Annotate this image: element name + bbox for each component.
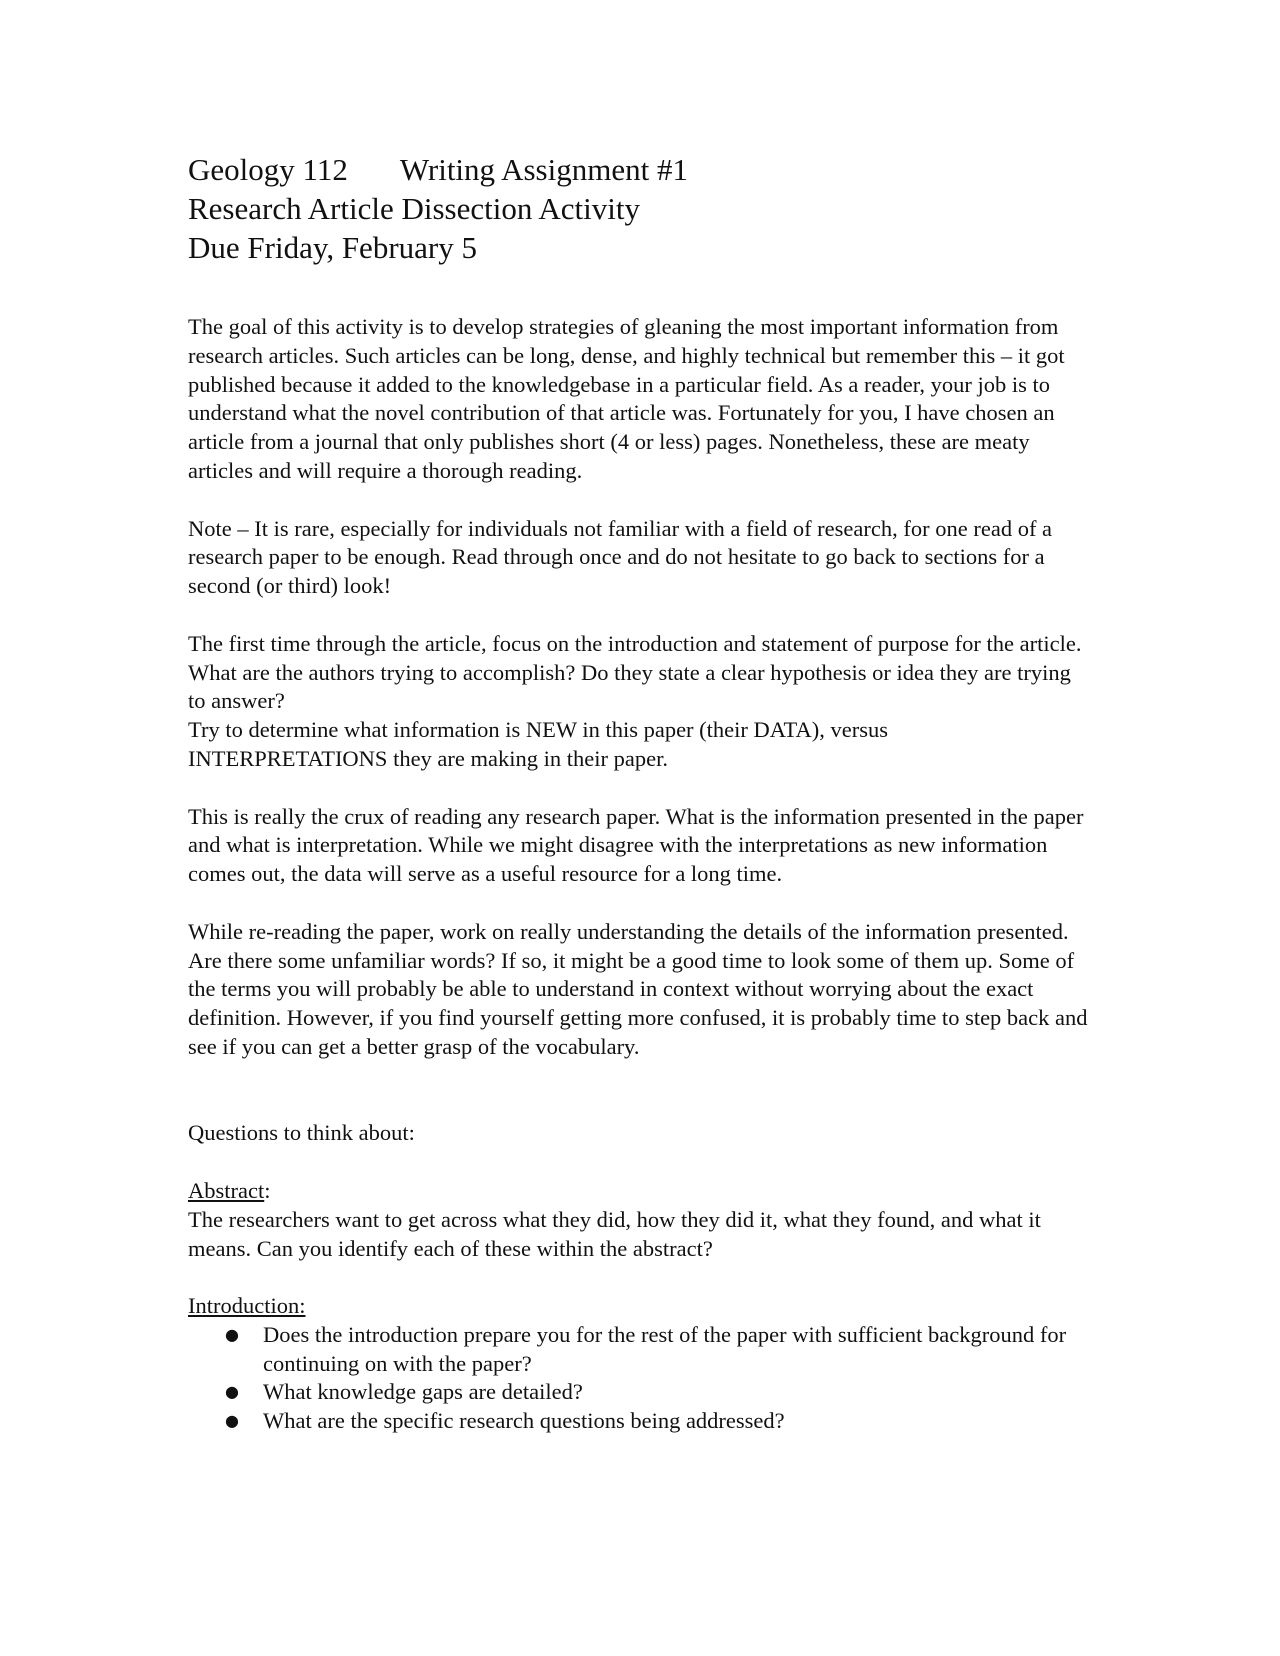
abstract-heading: [188, 1177, 1088, 1206]
abstract-colon: :: [264, 1177, 271, 1203]
list-item-text: What knowledge gaps are detailed?: [263, 1379, 583, 1405]
document-subtitle: Research Article Dissection Activity: [188, 191, 640, 226]
bullet-icon: ●: [225, 1382, 239, 1402]
assignment-title: Writing Assignment #1: [399, 152, 688, 187]
abstract-text: The researchers want to get across what they did, how they did it, what they found, and what it means. Can you identify each of these within the abstract?: [188, 1206, 1041, 1261]
rereading-paragraph: While re-reading the paper, work on really understanding the details of the information presented. Are there some unfamiliar words? If so, it might be a good time to look some of them up. Some of the terms you will probably be able to understand in context without worrying about the exact definition. However, if you find yourself getting more confused, it is probably time to step back and see if you can get a better grasp of the vocabulary.: [188, 918, 1088, 1059]
title-block: [188, 150, 1088, 267]
list-item-text: What are the specific research questions being addressed?: [263, 1408, 785, 1434]
crux-paragraph: This is really the crux of reading any research paper. What is the information presented in the paper and what is interpretation. While we might disagree with the interpretations as new information comes out, the data will serve as a useful resource for a long time.: [188, 803, 1084, 887]
abstract-label: Abstract: [188, 1177, 265, 1203]
determine-paragraph: Try to determine what information is NEW in this paper (their DATA), versus INTERPRETATIONS they are making in their paper.: [188, 717, 888, 771]
due-date: Due Friday, February 5: [188, 230, 477, 265]
title-line-1: [188, 150, 1088, 189]
list-item: [225, 1378, 1088, 1407]
document-body: [188, 313, 1088, 1436]
introduction-question-list: [188, 1321, 1088, 1436]
goal-paragraph: The goal of this activity is to develop strategies of gleaning the most important information from research articles. Such articles can be long, dense, and highly technical but remember this – it got published because it added to the knowledgebase in a particular field. As a reader, your job is to understand what the novel contribution of that article was. Fortunately for you, I have chosen an article from a journal that only publishes short (4 or less) pages. Nonetheless, these are meaty articles and will require a thorough reading.: [188, 314, 1065, 483]
course-title: Geology 112: [188, 152, 348, 187]
note-paragraph: Note – It is rare, especially for individuals not familiar with a field of research, for one read of a research paper to be enough. Read through once and do not hesitate to go back to sections for a second (or third) look!: [188, 515, 1053, 599]
first-read-paragraph: The first time through the article, focus on the introduction and statement of purpose for the article. What are the authors trying to accomplish? Do they state a clear hypothesis or idea they are trying to answer?: [188, 630, 1082, 714]
bullet-icon: ●: [225, 1324, 239, 1344]
list-item: [225, 1407, 1088, 1436]
document-page: [188, 150, 1088, 1436]
introduction-heading: Introduction:: [188, 1293, 306, 1319]
bullet-icon: ●: [225, 1411, 239, 1431]
list-item: [225, 1321, 1088, 1379]
list-item-text: Does the introduction prepare you for the rest of the paper with sufficient background for continuing on with the paper?: [263, 1321, 1067, 1376]
questions-heading: Questions to think about:: [188, 1120, 415, 1146]
